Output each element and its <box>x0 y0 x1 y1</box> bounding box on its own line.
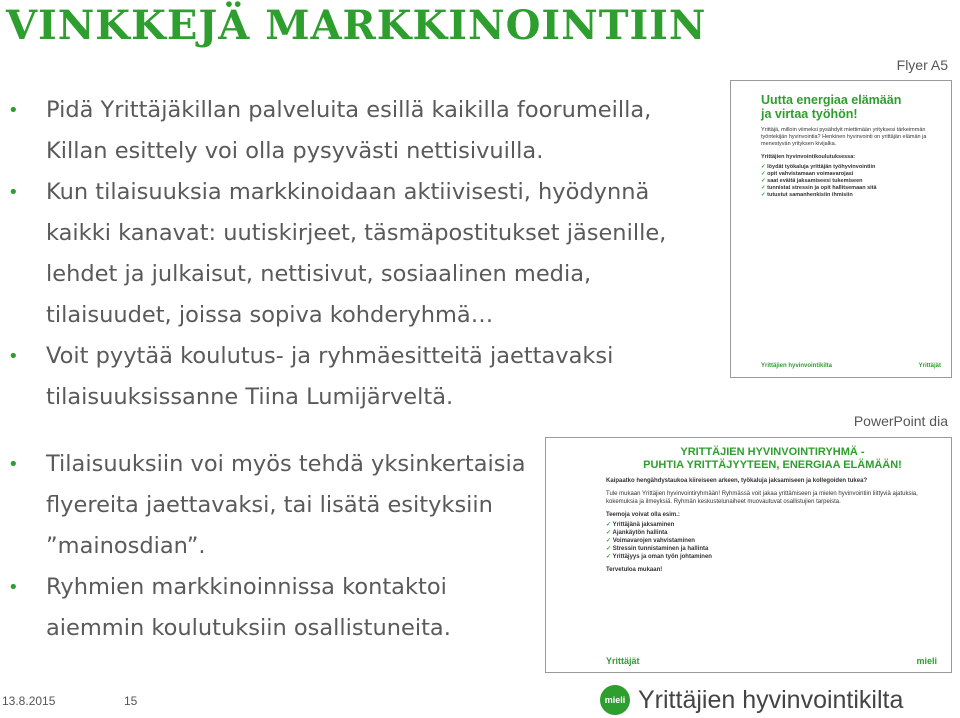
ppt-caption: PowerPoint dia <box>853 413 948 429</box>
flyer-list-title: Yrittäjien hyvinvointikoulutuksessa: <box>761 154 856 160</box>
flyer-footer <box>761 363 941 369</box>
ppt-question: Kaipaatko hengähdystaukoa kiireiseen arkeen, työkaluja jaksamiseen ja kollegoiden tukea? <box>606 478 868 484</box>
flyer-list-item: ✓ löydät työkaluja yrittäjän työhyvinvointiin <box>761 164 941 171</box>
slide-date: 13.8.2015 <box>2 694 56 708</box>
ppt-list-title: Teemoja voivat olla esim.: <box>606 512 680 518</box>
flyer-footer-left: Yrittäjien hyvinvointikilta <box>761 363 833 369</box>
flyer-thumbnail <box>730 80 952 378</box>
brand-footer <box>600 685 903 715</box>
flyer-intro: Yrittäjä, milloin viimeksi pysähdyit miettimään yrityksesi tärkeimmän työntekijän hyvinvointia? Henkinen hyvinvointi on yrittäjän elämän ja menestyvän yrityksen kivijalka. <box>761 127 927 147</box>
ppt-footer-right: mieli <box>916 656 937 666</box>
slide-number: 15 <box>124 694 138 708</box>
flyer-footer-right: Yrittäjät <box>918 363 941 369</box>
bullet-item: • Pidä Yrittäjäkillan palveluita esillä kaikilla foorumeilla, Killan esittely voi olla pysyvästi nettisivuilla. <box>8 90 686 172</box>
flyer-list-item: ✓ tunnistat stressin ja opit hallitsemaan sitä <box>761 185 941 192</box>
ppt-thumbnail <box>545 437 952 673</box>
ppt-list-item: ✓ Ajankäytön hallinta <box>606 529 939 537</box>
bullet-item: • Ryhmien markkinoinnissa kontaktoi aiemmin koulutuksiin osallistuneita. <box>8 567 506 649</box>
ppt-welcome: Tervetuloa mukaan! <box>606 567 663 573</box>
ppt-intro: Tule mukaan Yrittäjien hyvinvointiryhmään! Ryhmässä voit jakaa yrittämiseen ja mielen hyvinvointiin liittyviä ajatuksia, kokemuksia ja ilmeyksiä. Ryhmän keskustelunaiheet muovautuvat osallistujien tarpeista. <box>606 491 918 505</box>
ppt-list-item: ✓ Voimavarojen vahvistaminen <box>606 537 939 545</box>
flyer-heading: Uutta energiaa elämään ja virtaa työhön! <box>761 93 902 121</box>
ppt-footer <box>606 656 937 666</box>
brand-name: Yrittäjien hyvinvointikilta <box>638 685 904 714</box>
bullet-item: • Kun tilaisuuksia markkinoidaan aktiivisesti, hyödynnä kaikki kanavat: uutiskirjeet, täsmäpostitukset jäsenille, lehdet ja julkaisut, nettisivut, sosiaalinen media, tilaisuudet, joissa sopiva kohderyhmä… <box>8 172 686 336</box>
flyer-caption: Flyer A5 <box>896 57 948 73</box>
ppt-footer-left: Yrittäjät <box>606 656 640 666</box>
bullet-item: • Tilaisuuksiin voi myös tehdä yksinkertaisia flyereita jaettavaksi, tai lisätä esityksiin ”mainosdian”. <box>8 444 546 567</box>
flyer-list <box>761 164 941 199</box>
bullet-item: • Voit pyytää koulutus- ja ryhmäesitteitä jaettavaksi tilaisuuksissanne Tiina Lumijärveltä. <box>8 336 686 418</box>
flyer-list-item: ✓ opit vahvistamaan voimavarojasi <box>761 171 941 178</box>
ppt-list-item: ✓ Stressin tunnistaminen ja hallinta <box>606 545 939 553</box>
mieli-logo-icon: mieli <box>600 685 630 715</box>
ppt-list-item: ✓ Yrittäjänä jaksaminen <box>606 521 939 529</box>
ppt-heading: YRITTÄJIEN HYVINVOINTIRYHMÄ - PUHTIA YRITTÄJYYTEEN, ENERGIAA ELÄMÄÄN! <box>643 446 902 471</box>
flyer-list-item: ✓ tutustut samanhenkisiin ihmisiin <box>761 192 941 199</box>
ppt-list <box>606 521 939 561</box>
ppt-list-item: ✓ Yrittäjyys ja oman työn johtaminen <box>606 553 939 561</box>
slide-title: VINKKEJÄ MARKKINOINTIIN <box>6 2 707 49</box>
flyer-list-item: ✓ saat eväitä jaksamiseesi tukemiseen <box>761 178 941 185</box>
